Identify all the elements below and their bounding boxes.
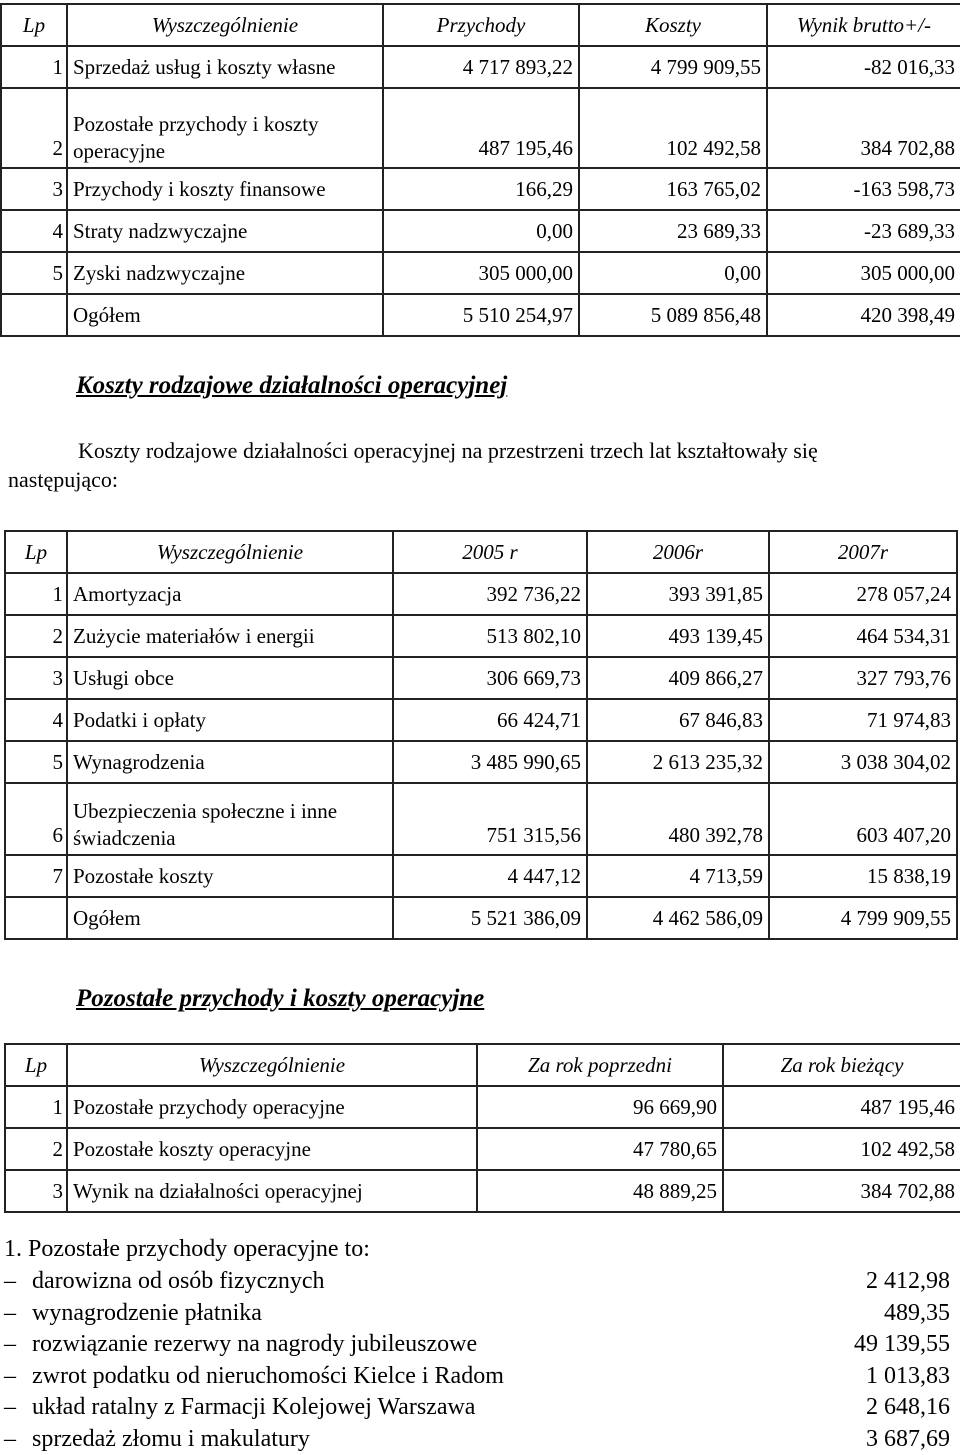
list-item	[4, 1361, 950, 1393]
row-2005: 4 447,12	[393, 855, 587, 897]
row-result: -163 598,73	[767, 168, 960, 210]
row-2005: 66 424,71	[393, 699, 587, 741]
table-row	[5, 615, 957, 657]
table-header-row	[1, 4, 960, 46]
total-label: Ogółem	[67, 897, 393, 939]
row-result: 305 000,00	[767, 252, 960, 294]
table-row	[1, 252, 960, 294]
list-item-label: wynagrodzenie płatnika	[32, 1298, 262, 1330]
row-description: Przychody i koszty finansowe	[67, 168, 383, 210]
row-2007: 603 407,20	[769, 783, 957, 855]
header-description: Wyszczególnienie	[67, 531, 393, 573]
header-previous-year: Za rok poprzedni	[477, 1044, 723, 1086]
table-row	[5, 1086, 960, 1128]
row-description: Ubezpieczenia społeczne i inne świadczenia	[67, 783, 393, 855]
row-2006: 493 139,45	[587, 615, 769, 657]
list-item-value: 3 687,69	[866, 1424, 950, 1455]
list-title: 1. Pozostałe przychody operacyjne to:	[4, 1236, 370, 1263]
header-current-year: Za rok bieżący	[723, 1044, 960, 1086]
total-label: Ogółem	[67, 294, 383, 336]
table-row	[5, 573, 957, 615]
row-description: Pozostałe koszty	[67, 855, 393, 897]
row-lp: 1	[5, 573, 67, 615]
header-lp: Lp	[5, 1044, 67, 1086]
header-costs: Koszty	[579, 4, 767, 46]
row-previous-year: 47 780,65	[477, 1128, 723, 1170]
income-items-list	[4, 1266, 950, 1455]
row-2007: 464 534,31	[769, 615, 957, 657]
table-row	[5, 783, 957, 855]
total-result: 420 398,49	[767, 294, 960, 336]
row-result: -23 689,33	[767, 210, 960, 252]
header-description: Wyszczególnienie	[67, 4, 383, 46]
row-lp: 5	[1, 252, 67, 294]
list-item	[4, 1424, 950, 1455]
row-2005: 513 802,10	[393, 615, 587, 657]
list-item-value: 2 412,98	[866, 1266, 950, 1298]
dash-bullet: –	[4, 1266, 24, 1298]
row-description: Sprzedaż usług i koszty własne	[67, 46, 383, 88]
table-row	[1, 88, 960, 168]
list-item-label: zwrot podatku od nieruchomości Kielce i Radom	[32, 1361, 504, 1393]
row-2005: 751 315,56	[393, 783, 587, 855]
row-2006: 2 613 235,32	[587, 741, 769, 783]
row-costs: 4 799 909,55	[579, 46, 767, 88]
row-lp: 1	[5, 1086, 67, 1128]
table-row	[1, 46, 960, 88]
total-row	[5, 1170, 960, 1212]
list-item	[4, 1329, 950, 1361]
list-item-value: 1 013,83	[866, 1361, 950, 1393]
row-costs: 102 492,58	[579, 88, 767, 168]
row-2007: 327 793,76	[769, 657, 957, 699]
dash-bullet: –	[4, 1361, 24, 1393]
row-lp: 1	[1, 46, 67, 88]
list-item-value: 2 648,16	[866, 1392, 950, 1424]
section-heading-other-operating: Pozostałe przychody i koszty operacyjne	[76, 985, 484, 1013]
row-description: Pozostałe koszty operacyjne	[67, 1128, 477, 1170]
row-description: Wynik na działalności operacyjnej	[67, 1170, 477, 1212]
list-item	[4, 1392, 950, 1424]
row-lp: 2	[5, 1128, 67, 1170]
row-revenue: 166,29	[383, 168, 579, 210]
table-row	[5, 657, 957, 699]
row-2005: 306 669,73	[393, 657, 587, 699]
header-lp: Lp	[5, 531, 67, 573]
row-description: Pozostałe przychody i koszty operacyjne	[67, 88, 383, 168]
row-costs: 23 689,33	[579, 210, 767, 252]
row-revenue: 4 717 893,22	[383, 46, 579, 88]
header-revenue: Przychody	[383, 4, 579, 46]
total-costs: 5 089 856,48	[579, 294, 767, 336]
row-previous-year: 48 889,25	[477, 1170, 723, 1212]
row-description: Podatki i opłaty	[67, 699, 393, 741]
row-description: Zużycie materiałów i energii	[67, 615, 393, 657]
results-table	[0, 3, 960, 337]
row-description: Zyski nadzwyczajne	[67, 252, 383, 294]
dash-bullet: –	[4, 1298, 24, 1330]
header-2007: 2007r	[769, 531, 957, 573]
row-2007: 3 038 304,02	[769, 741, 957, 783]
row-2007: 71 974,83	[769, 699, 957, 741]
row-lp: 4	[5, 699, 67, 741]
row-2005: 392 736,22	[393, 573, 587, 615]
table-header-row	[5, 1044, 960, 1086]
total-2005: 5 521 386,09	[393, 897, 587, 939]
table-row	[1, 210, 960, 252]
row-2006: 4 713,59	[587, 855, 769, 897]
header-2006: 2006r	[587, 531, 769, 573]
list-item-label: sprzedaż złomu i makulatury	[32, 1424, 310, 1455]
list-item	[4, 1266, 950, 1298]
row-description: Straty nadzwyczajne	[67, 210, 383, 252]
row-previous-year: 96 669,90	[477, 1086, 723, 1128]
costs-by-type-table	[4, 530, 958, 940]
section-intro-text: Koszty rodzajowe działalności operacyjnej na przestrzeni trzech lat kształtowały się następująco:	[8, 436, 908, 494]
row-lp: 4	[1, 210, 67, 252]
header-result: Wynik brutto+/-	[767, 4, 960, 46]
row-description: Pozostałe przychody operacyjne	[67, 1086, 477, 1128]
row-result: -82 016,33	[767, 46, 960, 88]
row-2006: 393 391,85	[587, 573, 769, 615]
row-lp: 2	[5, 615, 67, 657]
list-item-value: 489,35	[884, 1298, 950, 1330]
list-item-label: układ ratalny z Farmacji Kolejowej Warszawa	[32, 1392, 475, 1424]
list-item-value: 49 139,55	[854, 1329, 950, 1361]
row-costs: 0,00	[579, 252, 767, 294]
total-lp	[1, 294, 67, 336]
list-item-label: darowizna od osób fizycznych	[32, 1266, 325, 1298]
other-operating-table	[4, 1043, 960, 1213]
row-2006: 67 846,83	[587, 699, 769, 741]
row-revenue: 487 195,46	[383, 88, 579, 168]
row-lp: 2	[1, 88, 67, 168]
row-2007: 278 057,24	[769, 573, 957, 615]
row-lp: 3	[1, 168, 67, 210]
row-lp: 3	[5, 1170, 67, 1212]
total-lp	[5, 897, 67, 939]
total-row	[1, 294, 960, 336]
row-result: 384 702,88	[767, 88, 960, 168]
table-header-row	[5, 531, 957, 573]
row-lp: 5	[5, 741, 67, 783]
header-description: Wyszczególnienie	[67, 1044, 477, 1086]
total-row	[5, 897, 957, 939]
row-current-year: 384 702,88	[723, 1170, 960, 1212]
row-2006: 480 392,78	[587, 783, 769, 855]
row-lp: 3	[5, 657, 67, 699]
header-lp: Lp	[1, 4, 67, 46]
total-2007: 4 799 909,55	[769, 897, 957, 939]
dash-bullet: –	[4, 1424, 24, 1455]
row-description: Usługi obce	[67, 657, 393, 699]
list-item-label: rozwiązanie rezerwy na nagrody jubileuszowe	[32, 1329, 477, 1361]
row-current-year: 487 195,46	[723, 1086, 960, 1128]
table-row	[5, 699, 957, 741]
row-revenue: 0,00	[383, 210, 579, 252]
table-row	[5, 1128, 960, 1170]
table-row	[5, 855, 957, 897]
table-row	[5, 741, 957, 783]
total-2006: 4 462 586,09	[587, 897, 769, 939]
table-row	[1, 168, 960, 210]
row-current-year: 102 492,58	[723, 1128, 960, 1170]
total-revenue: 5 510 254,97	[383, 294, 579, 336]
row-2006: 409 866,27	[587, 657, 769, 699]
section-heading-costs-by-type: Koszty rodzajowe działalności operacyjnej	[76, 372, 507, 400]
row-lp: 7	[5, 855, 67, 897]
row-description: Wynagrodzenia	[67, 741, 393, 783]
row-revenue: 305 000,00	[383, 252, 579, 294]
row-description: Amortyzacja	[67, 573, 393, 615]
row-2007: 15 838,19	[769, 855, 957, 897]
list-item	[4, 1298, 950, 1330]
header-2005: 2005 r	[393, 531, 587, 573]
dash-bullet: –	[4, 1392, 24, 1424]
row-costs: 163 765,02	[579, 168, 767, 210]
dash-bullet: –	[4, 1329, 24, 1361]
row-2005: 3 485 990,65	[393, 741, 587, 783]
row-lp: 6	[5, 783, 67, 855]
